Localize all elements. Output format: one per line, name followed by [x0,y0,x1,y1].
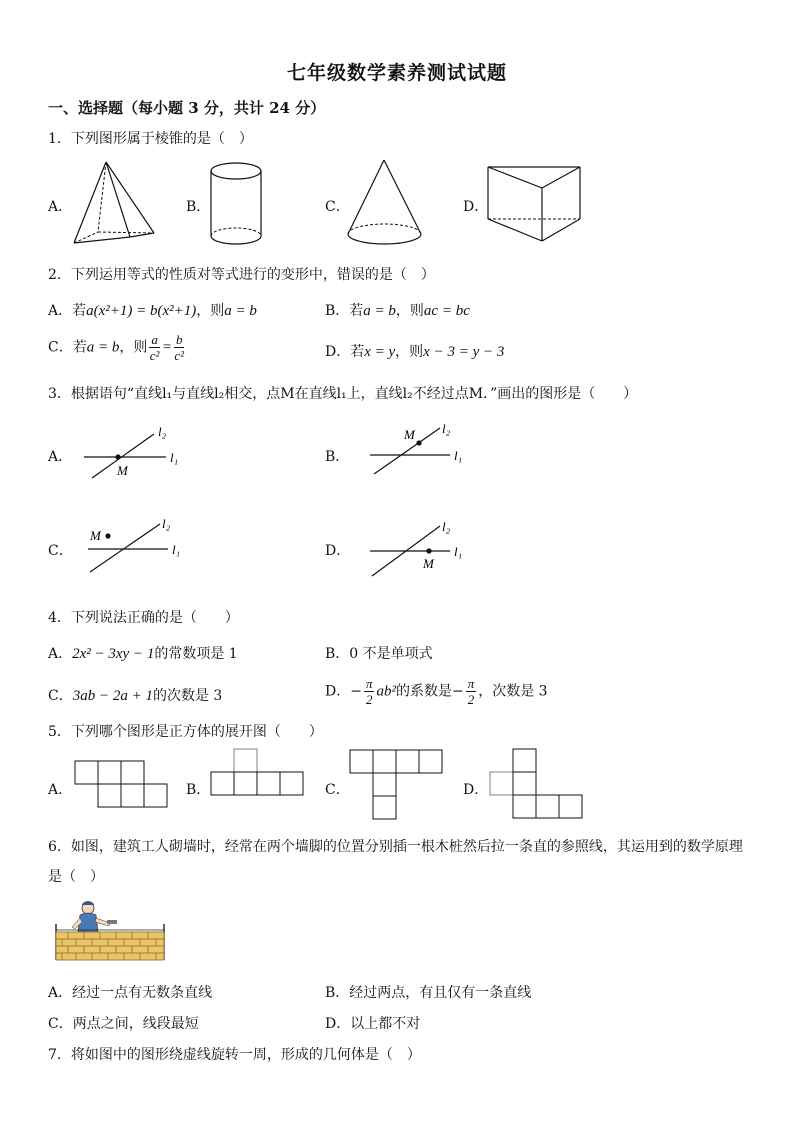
q6-option-b[interactable]: B．经过两点，有且仅有一条直线 [325,985,532,1001]
q4-d-fraction-1 [364,677,375,706]
q2-c-den1: c² [149,348,160,363]
q4-d-expr: ab² [376,683,396,700]
q4-option-b[interactable]: B．0 不是单项式 [325,646,433,662]
q2-c-expr: a = b [86,339,120,356]
q3-a-label-m: M [117,463,128,478]
q4-a-label: A． [48,646,73,662]
section-heading: 一、选择题（每小题 3 分，共计 24 分） [48,99,326,117]
question-6-stem-line1: 6．如图，建筑工人砌墙时，经常在两个墙脚的位置分别插一根木桩然后拉一条直的参照线，其运用到的数学原理 [48,839,743,855]
q3-c-label-l2: l₂ [162,516,171,531]
q6-option-c[interactable]: C．两点之间，线段最短 [48,1016,199,1032]
q2-b-prefix: B．若 [325,303,364,319]
q2-c-prefix: C．若 [48,339,87,356]
q4-d-label: D．− [325,683,362,700]
question-3-stem: 3．根据语句“直线l₁与直线l₂相交，点M在直线l₁上，直线l₂不经过点M．”画出的图形是（ ） [48,386,638,402]
q2-c-then: ，则 [119,339,148,356]
q1-cylinder-figure [208,162,264,248]
q2-a-expr: a(x²+1) = b(x²+1) [86,303,197,319]
q3-option-b-label[interactable]: B． [325,449,350,465]
q2-d-result: x − 3 = y − 3 [423,344,505,360]
q3-option-d-figure [366,514,476,576]
q2-a-then: ，则 [196,303,225,319]
q5-option-c-net [349,749,445,823]
q5-option-d-net [489,747,585,823]
q3-c-label-l1: l₁ [172,542,181,557]
q5-option-b-net [210,747,306,799]
q4-d-two-2: 2 [467,692,475,707]
q2-option-b[interactable] [325,300,470,320]
q2-a-prefix: A．若 [48,303,87,319]
q2-d-prefix: D．若 [325,344,365,360]
q4-option-c[interactable] [48,685,222,705]
q4-c-label: C． [48,688,73,704]
question-5-stem: 5．下列哪个图形是正方体的展开图（ ） [48,724,323,740]
q6-option-d[interactable]: D．以上都不对 [325,1016,421,1032]
q1-option-c-label[interactable]: C． [325,199,350,215]
q4-d-pi-2: π [467,676,475,691]
q4-c-expr: 3ab − 2a + 1 [72,688,153,704]
q6-option-a[interactable]: A．经过一点有无数条直线 [48,985,213,1001]
q2-a-result: a = b [224,303,257,319]
q4-d-pi-1: π [365,676,373,691]
q3-d-label-m: M [423,556,434,571]
bricklayer-illustration [52,896,172,964]
q1-prism-figure [485,164,585,244]
q4-d-two-1: 2 [365,692,373,707]
q3-b-label-l2: l₂ [442,421,451,436]
q4-option-d[interactable] [325,677,548,706]
question-4-stem: 4．下列说法正确的是（ ） [48,610,239,626]
q3-option-d-label[interactable]: D． [325,543,351,559]
q2-option-c[interactable] [48,333,186,362]
q2-c-fraction-1 [149,333,160,362]
q2-d-then: ，则 [395,344,424,360]
q3-option-c-figure [84,514,194,576]
q5-option-c-label[interactable]: C． [325,782,350,798]
q3-d-label-l2: l₂ [442,519,451,534]
q2-d-expr: x = y [364,344,396,360]
q3-b-label-l1: l₁ [454,448,463,463]
q2-c-eq: = [161,339,172,356]
page-title: 七年级数学素养测试试题 [286,62,507,84]
q5-option-b-label[interactable]: B． [186,782,211,798]
q4-d-text1: 的系数是− [395,683,464,700]
q2-b-expr: a = b [363,303,396,319]
q4-a-text: 的常数项是 1 [154,646,238,662]
question-7-stem: 7．将如图中的图形绕虚线旋转一周，形成的几何体是（ ） [48,1047,421,1063]
q1-option-a-label[interactable]: A． [48,199,73,215]
q3-option-b-figure [366,418,476,480]
q3-a-label-l2: l₂ [158,424,167,439]
q2-b-then: ，则 [395,303,424,319]
q1-option-d-label[interactable]: D． [463,199,489,215]
q4-a-expr: 2x² − 3xy − 1 [72,646,155,662]
question-2-stem: 2．下列运用等式的性质对等式进行的变形中，错误的是（ ） [48,267,435,283]
q1-cone-figure [346,158,424,248]
q2-option-d[interactable] [325,341,504,361]
q1-option-b-label[interactable]: B． [186,199,211,215]
q2-option-a[interactable] [48,300,257,320]
q2-c-fraction-2 [174,333,185,362]
question-6-stem-line2: 是（ ） [48,869,104,885]
q3-a-label-l1: l₁ [170,450,179,465]
q3-option-c-label[interactable]: C． [48,543,73,559]
q3-b-label-m: M [404,427,415,442]
q2-b-result: ac = bc [423,303,470,319]
question-1-stem: 1．下列图形属于棱锥的是（ ） [48,131,253,147]
q3-option-a-label[interactable]: A． [48,449,73,465]
q2-c-num2: b [175,332,183,347]
q2-c-num1: a [151,332,158,347]
q5-option-d-label[interactable]: D． [463,782,489,798]
q4-d-fraction-2 [466,677,477,706]
q4-option-a[interactable] [48,643,238,663]
q3-c-label-m: M [90,528,101,543]
q4-c-text: 的次数是 3 [152,688,223,704]
q3-d-label-l1: l₁ [454,544,463,559]
q5-option-a-label[interactable]: A． [48,782,73,798]
q1-pyramid-figure [70,160,160,250]
q3-option-a-figure [80,420,190,482]
q4-d-text2: ，次数是 3 [478,683,548,700]
q5-option-a-net [74,760,170,810]
q2-c-den2: c² [174,348,185,363]
